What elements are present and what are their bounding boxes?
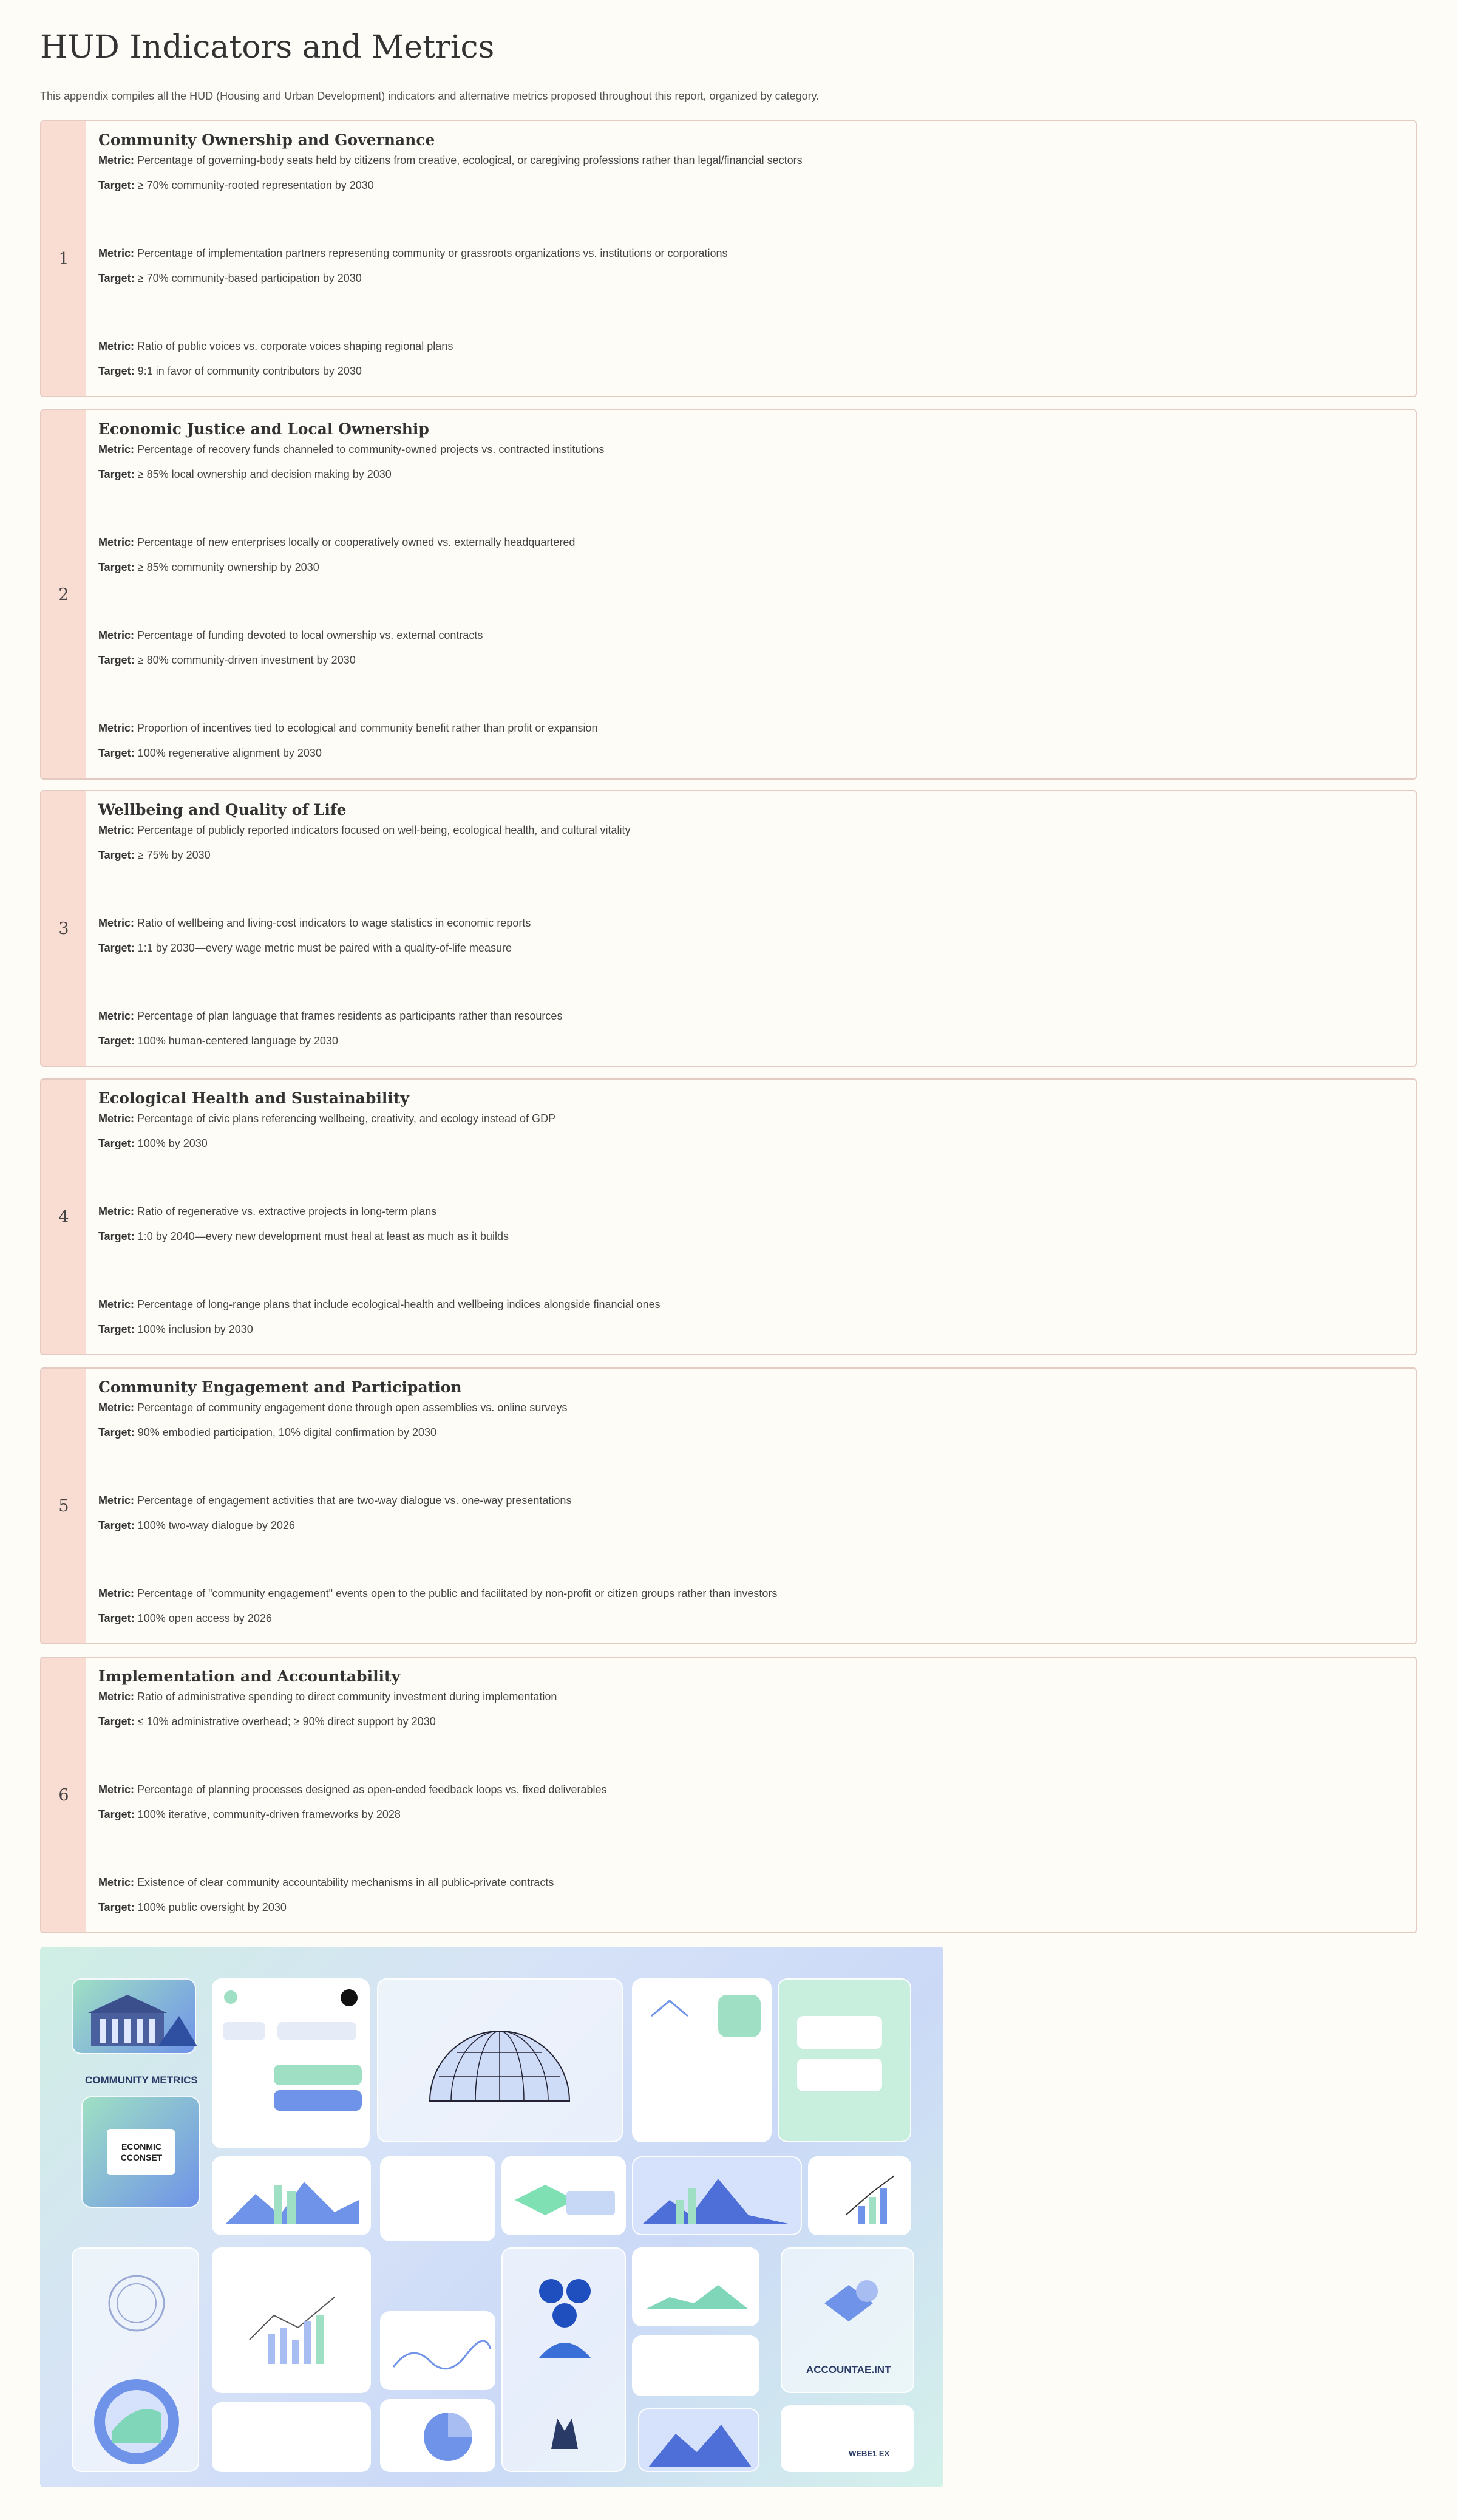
- target-label: Target:: [98, 1612, 135, 1624]
- target-text: 100% regenerative alignment by 2030: [137, 747, 322, 759]
- category-number: 5: [41, 1369, 86, 1643]
- metric-text: Percentage of implementation partners representing community or grassroots organizations vs. institutions or corporations: [137, 247, 728, 259]
- metric-label: Metric:: [98, 1298, 135, 1310]
- metric-text: Ratio of wellbeing and living-cost indicators to wage statistics in economic reports: [137, 917, 531, 929]
- metric-text: Existence of clear community accountability mechanisms in all public-private contracts: [137, 1876, 554, 1888]
- wave-chart-tile: [380, 2311, 495, 2390]
- text-card-tile: [632, 2335, 759, 2396]
- category-title: Economic Justice and Local Ownership: [98, 420, 429, 438]
- metric-item: [98, 153, 1404, 246]
- mountain-tile: [638, 2408, 759, 2472]
- target-label: Target:: [98, 561, 135, 573]
- health-card-tile: [501, 2156, 626, 2235]
- target-line: [98, 364, 1404, 378]
- people-cluster-tile: [501, 2247, 626, 2472]
- metric-line: [98, 1297, 1404, 1312]
- economic-consent-label: ECONMIC CCONSET: [120, 2142, 163, 2162]
- area-chart-icon: [633, 2249, 761, 2328]
- mountain-chart-tile: [212, 2156, 371, 2235]
- metric-line: [98, 442, 1404, 457]
- target-line: [98, 746, 1404, 760]
- metric-item: [98, 1204, 1404, 1297]
- platform-icon: [503, 2157, 627, 2236]
- metric-line: [98, 1689, 1404, 1704]
- target-text: 9:1 in favor of community contributors by 2030: [137, 365, 362, 377]
- category-card: [40, 790, 1417, 1067]
- globe-icon: [378, 1980, 624, 2144]
- metric-text: Percentage of funding devoted to local ownership vs. external contracts: [137, 629, 483, 641]
- metric-item: [98, 1493, 1404, 1586]
- target-text: 1:0 by 2040—every new development must heal at least as much as it builds: [137, 1230, 509, 1242]
- metric-label: Metric:: [98, 247, 135, 259]
- metric-item: [98, 535, 1404, 628]
- metric-line: [98, 823, 1404, 837]
- metric-text: Proportion of incentives tied to ecological and community benefit rather than profit or expansion: [137, 722, 598, 734]
- metric-line: [98, 153, 1404, 168]
- globe-tile: [377, 1978, 623, 2142]
- metric-item: [98, 246, 1404, 339]
- target-line: [98, 1034, 1404, 1048]
- category-title: Wellbeing and Quality of Life: [98, 801, 347, 819]
- intro-text: This appendix compiles all the HUD (Housing and Urban Development) indicators and alternative metrics proposed throughout this report, organized by category.: [40, 90, 820, 102]
- metric-item: [98, 628, 1404, 721]
- metric-label: Metric:: [98, 1401, 135, 1414]
- category-card: [40, 1657, 1417, 1933]
- target-line: [98, 1425, 1404, 1440]
- category-number: 3: [41, 791, 86, 1066]
- metric-label: Metric:: [98, 1876, 135, 1888]
- metric-label: Metric:: [98, 917, 135, 929]
- target-label: Target:: [98, 365, 135, 377]
- category-number: 2: [41, 410, 86, 778]
- area-chart-tile: [632, 2247, 759, 2326]
- metric-text: Ratio of public voices vs. corporate voices shaping regional plans: [137, 340, 453, 352]
- metric-text: Percentage of engagement activities that are two-way dialogue vs. one-way presentations: [137, 1494, 572, 1507]
- target-label: Target:: [98, 1519, 135, 1531]
- line-chart-tile: [212, 2247, 371, 2393]
- target-text: 100% two-way dialogue by 2026: [137, 1519, 295, 1531]
- metric-item: [98, 1009, 1404, 1067]
- target-line: [98, 941, 1404, 955]
- metrics-collage-illustration: [40, 1947, 943, 2487]
- metric-text: Percentage of plan language that frames residents as participants rather than resources: [137, 1010, 563, 1022]
- metric-line: [98, 339, 1404, 353]
- target-label: Target:: [98, 1901, 135, 1913]
- metric-label: Metric:: [98, 1691, 135, 1703]
- metric-text: Percentage of community engagement done through open assemblies vs. online surveys: [137, 1401, 568, 1414]
- economic-consent-tile: [81, 2096, 200, 2208]
- website-tile: [781, 2405, 914, 2472]
- category-number: 1: [41, 121, 86, 396]
- pie-icon: [381, 2400, 497, 2473]
- metric-item: [98, 1875, 1404, 1933]
- target-line: [98, 271, 1404, 285]
- chart-card-tile: [632, 1978, 772, 2142]
- metric-label: Metric:: [98, 824, 135, 836]
- target-line: [98, 653, 1404, 667]
- metric-label: Metric:: [98, 154, 135, 166]
- metric-item: [98, 1400, 1404, 1493]
- metric-item: [98, 1111, 1404, 1204]
- data-card-tile: [380, 2156, 495, 2241]
- target-line: [98, 1807, 1404, 1822]
- bar-chart-tile: [632, 2156, 802, 2235]
- target-label: Target:: [98, 1035, 135, 1047]
- target-line: [98, 467, 1404, 482]
- metric-text: Percentage of governing-body seats held by citizens from creative, ecological, or caregiving professions rather than legal/financial sectors: [137, 154, 803, 166]
- metric-label: Metric:: [98, 629, 135, 641]
- pie-tile: [380, 2399, 495, 2472]
- metric-line: [98, 1204, 1404, 1219]
- target-text: 90% embodied participation, 10% digital confirmation by 2030: [137, 1426, 436, 1439]
- metric-line: [98, 535, 1404, 550]
- metric-item: [98, 1297, 1404, 1355]
- category-number: 4: [41, 1080, 86, 1354]
- growth-bars-icon: [809, 2157, 912, 2236]
- target-label: Target:: [98, 468, 135, 480]
- accountability-tile: [781, 2247, 914, 2393]
- target-label: Target:: [98, 1323, 135, 1335]
- target-label: Target:: [98, 179, 135, 191]
- target-line: [98, 1518, 1404, 1533]
- target-line: [98, 1136, 1404, 1151]
- category-card: [40, 1367, 1417, 1644]
- metric-label: Metric:: [98, 722, 135, 734]
- target-line: [98, 1714, 1404, 1729]
- target-text: 100% open access by 2026: [137, 1612, 272, 1624]
- target-text: ≥ 80% community-driven investment by 2030: [137, 654, 356, 666]
- city-hall-icon: [73, 1980, 197, 2055]
- target-text: 100% human-centered language by 2030: [137, 1035, 338, 1047]
- metric-item: [98, 721, 1404, 780]
- metric-line: [98, 1586, 1404, 1601]
- metric-line: [98, 1493, 1404, 1508]
- community-icon: [503, 2249, 627, 2473]
- community-metrics-label: COMMUNITY METRICS: [85, 2074, 198, 2086]
- seal-tile: [72, 2247, 199, 2472]
- target-label: Target:: [98, 1137, 135, 1149]
- target-label: Target:: [98, 747, 135, 759]
- metric-line: [98, 246, 1404, 261]
- target-label: Target:: [98, 272, 135, 284]
- target-text: ≥ 75% by 2030: [137, 849, 211, 861]
- mountain-icon: [639, 2409, 761, 2473]
- category-title: Community Ownership and Governance: [98, 131, 435, 149]
- target-text: ≤ 10% administrative overhead; ≥ 90% direct support by 2030: [137, 1715, 436, 1728]
- target-line: [98, 848, 1404, 862]
- metric-line: [98, 721, 1404, 735]
- target-text: 100% public oversight by 2030: [137, 1901, 287, 1913]
- target-text: 1:1 by 2030—every wage metric must be paired with a quality-of-life measure: [137, 942, 512, 954]
- accountability-label: ACCOUNTAE.INT: [806, 2364, 891, 2375]
- metric-item: [98, 1586, 1404, 1644]
- controls-tile: [212, 1978, 370, 2148]
- target-label: Target:: [98, 1426, 135, 1439]
- bar-chart-icon: [633, 2157, 803, 2236]
- target-line: [98, 1322, 1404, 1337]
- target-text: 100% inclusion by 2030: [137, 1323, 253, 1335]
- metric-label: Metric:: [98, 1112, 135, 1125]
- target-text: ≥ 70% community-rooted representation by 2030: [137, 179, 374, 191]
- metric-line: [98, 628, 1404, 642]
- metric-line: [98, 1875, 1404, 1890]
- target-label: Target:: [98, 654, 135, 666]
- target-text: ≥ 85% community ownership by 2030: [137, 561, 319, 573]
- target-label: Target:: [98, 849, 135, 861]
- metric-line: [98, 1782, 1404, 1797]
- target-label: Target:: [98, 1230, 135, 1242]
- metric-line: [98, 1009, 1404, 1023]
- wave-line-icon: [381, 2312, 497, 2391]
- category-number: 6: [41, 1658, 86, 1932]
- category-card: [40, 1078, 1417, 1355]
- metric-item: [98, 916, 1404, 1009]
- metric-label: Metric:: [98, 536, 135, 548]
- handshake-icon: [782, 2249, 915, 2346]
- metric-text: Percentage of recovery funds channeled to community-owned projects vs. contracted institutions: [137, 443, 605, 455]
- metric-text: Percentage of planning processes designed as open-ended feedback loops vs. fixed deliverables: [137, 1783, 607, 1796]
- dial-tile: [212, 2402, 371, 2472]
- target-text: 100% by 2030: [137, 1137, 208, 1149]
- target-text: ≥ 85% local ownership and decision making by 2030: [137, 468, 392, 480]
- metric-text: Percentage of publicly reported indicators focused on well-being, ecological health, and cultural vitality: [137, 824, 631, 836]
- category-title: Implementation and Accountability: [98, 1667, 401, 1685]
- category-title: Community Engagement and Participation: [98, 1378, 462, 1396]
- city-hall-tile: [72, 1978, 196, 2054]
- metric-item: [98, 442, 1404, 535]
- mountain-chart-icon: [213, 2157, 372, 2236]
- metric-line: [98, 916, 1404, 930]
- target-label: Target:: [98, 942, 135, 954]
- metric-text: Percentage of civic plans referencing wellbeing, creativity, and ecology instead of GDP: [137, 1112, 556, 1125]
- target-label: Target:: [98, 1715, 135, 1728]
- stats-tile: [778, 1978, 911, 2142]
- target-line: [98, 560, 1404, 574]
- seal-icon: [73, 2249, 200, 2473]
- metric-item: [98, 339, 1404, 397]
- metric-text: Percentage of new enterprises locally or cooperatively owned vs. externally headquartered: [137, 536, 576, 548]
- metric-label: Metric:: [98, 1494, 135, 1507]
- growth-chart-tile: [808, 2156, 911, 2235]
- house-chart-icon: [633, 1980, 773, 2052]
- metric-label: Metric:: [98, 1587, 135, 1599]
- metric-text: Ratio of administrative spending to direct community investment during implementation: [137, 1691, 557, 1703]
- target-line: [98, 1611, 1404, 1626]
- metric-line: [98, 1400, 1404, 1415]
- category-card: [40, 409, 1417, 780]
- target-text: ≥ 70% community-based participation by 2030: [137, 272, 362, 284]
- metric-item: [98, 823, 1404, 916]
- page-title: HUD Indicators and Metrics: [40, 29, 495, 66]
- metric-text: Percentage of "community engagement" events open to the public and facilitated by non-profit or citizen groups rather than investors: [137, 1587, 778, 1599]
- metric-label: Metric:: [98, 1783, 135, 1796]
- metric-label: Metric:: [98, 1205, 135, 1217]
- metric-item: [98, 1689, 1404, 1782]
- target-line: [98, 1900, 1404, 1915]
- metric-text: Percentage of long-range plans that include ecological-health and wellbeing indices alongside financial ones: [137, 1298, 661, 1310]
- target-line: [98, 1229, 1404, 1244]
- category-card: [40, 120, 1417, 397]
- metric-label: Metric:: [98, 443, 135, 455]
- metric-line: [98, 1111, 1404, 1126]
- target-line: [98, 178, 1404, 192]
- metric-label: Metric:: [98, 340, 135, 352]
- metric-label: Metric:: [98, 1010, 135, 1022]
- category-title: Ecological Health and Sustainability: [98, 1089, 409, 1107]
- metric-item: [98, 1782, 1404, 1875]
- website-label: WEBE1 EX: [849, 2449, 890, 2458]
- target-label: Target:: [98, 1808, 135, 1820]
- line-chart-icon: [213, 2249, 372, 2394]
- metric-text: Ratio of regenerative vs. extractive projects in long-term plans: [137, 1205, 437, 1217]
- target-text: 100% iterative, community-driven frameworks by 2028: [137, 1808, 401, 1820]
